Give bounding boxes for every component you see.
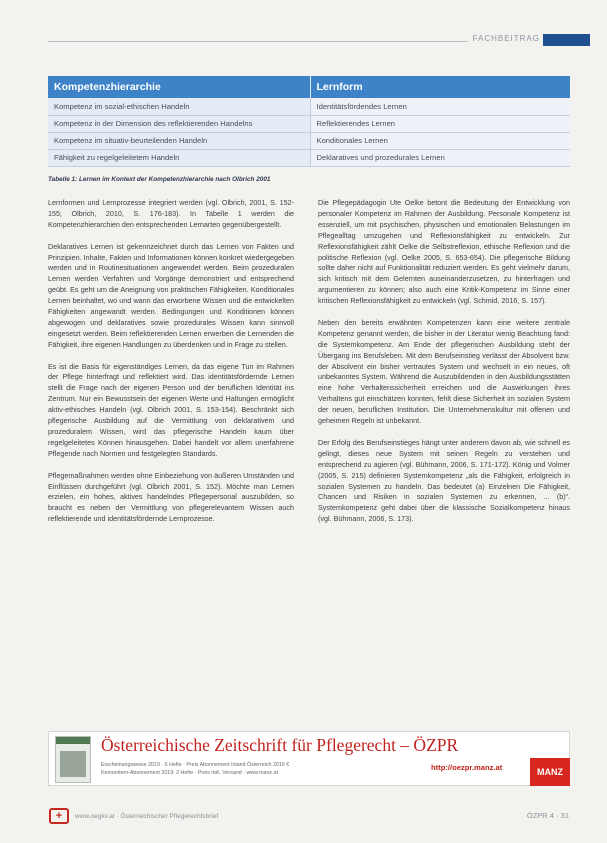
ad-url-link[interactable]: http://oezpr.manz.at — [431, 763, 503, 772]
table-cell: Deklaratives und prozedurales Lernen — [310, 149, 570, 166]
table-cell: Konditionales Lernen — [310, 132, 570, 149]
paragraph: Neben den bereits erwähnten Kompetenzen kann eine weitere zentrale Kompetenz genannt werden, die bisher in der Literatur wenig Beachtung fand: die Systemkompetenz. Am Ende der pflegerischen Ausbildung steht der Übergang ins Berufsleben. Mit dem Berufseinstieg verlässt der Absolvent bzw. der Absolvent ein bisher vertrautes System und wechselt in ein neues, oft unbekanntes System. Während die Auszubildenden in den Ausbildungsstätten eine hohe Verhaltenssicherheit erreichen und die Auswirkungen ihres Verhaltens gut einschätzen konnten, fehlt diese Sicherheit im sozialen System der neuen, beruflichen Institution. Die Unternehmenskultur mit offenen und geheimen Regeln ist unbekannt. — [318, 317, 570, 426]
table-cell: Kompetenz in der Dimension des reflektierenden Handelns — [48, 115, 310, 132]
paragraph: Deklaratives Lernen ist gekennzeichnet durch das Lernen von Fakten und Prinzipien. Inhalte, Fakten und Informationen können konkret wiedergegeben werden und in Routinesituationen angewendet werden. Beim prozeduralen Lernen werden Verfahren und Vorgänge demonstriert und entsprechend geübt. Es geht um die Aneignung von praktischen Fähigkeiten. Konditionales Lernen beinhaltet, wo und wann das erworbene Wissen und die entwickelten Fähigkeiten angewandt werden. Bedingungen und Konditionen können abgewogen und deklaratives sowie prozedurales Wissen kann sinnvoll eingesetzt werden. Beim reflektierenden Lernen erwerben die Lernenden die Fähigkeit, ihre eigenen Handlungen zu überdenken und in Frage zu stellen. — [48, 241, 294, 349]
right-text-column — [318, 198, 570, 536]
table-cell: Kompetenz im sozial-ethischen Handeln — [48, 98, 310, 115]
section-tab — [543, 34, 590, 46]
table-header-cell: Kompetenzhierarchie — [48, 76, 310, 98]
footer-logo-icon: + — [49, 808, 69, 824]
competency-table — [48, 76, 570, 167]
paragraph: Die Pflegepädagogin Ute Oelke betont die Bedeutung der Entwicklung von personaler Kompetenz im Rahmen der Ausbildung. Personale Kompetenz ist essenziell, um mit psychischen, physischen und emotionalen Belastungen im Pflegealltag umzugehen und Reflexionsfähigkeit zu entwickeln. Zur Reflexionsfähigkeit zählt Oelke die Selbstreflexion, ethische Reflexion und die politische Reflexion (vgl. Oelke 2005, S. 653-654). Die pflegerische Bildung sollte daher nicht auf Funktionalität reduziert werden. Es geht vielmehr darum, sich kritisch mit dem Gelernten auseinanderzusetzen, zu hinterfragen und argumentieren zu können; also auch eine Kritik-Kompetenz im Sinne einer kritischen Reflexionsfähigkeit zu entwickeln (vgl. Schmid, 2016, S. 157). — [318, 198, 570, 306]
table-cell: Identitätsfördendes Lernen — [310, 98, 570, 115]
paragraph: Es ist die Basis für eigenständiges Lernen, da das eigene Tun im Rahmen der Pflege hinterfragt und reflektiert wird. Das identitätsfördernde Lernen stellt die Frage nach der eigenen Person und der beruflichen Identität ins Zentrum. Nur ein Bewusstsein der eigenen Werte und Haltungen ermöglicht aktiv-ethisches Handeln (vgl. Olbrich 2001, S. 153-154). Beschränkt sich pflegerische Ausbildung auf die Vermittlung von deklarativem und prozeduralem Wissen, wird das pflegerische Handeln kaum über regelgeleitetes Können hinausgehen. Dabei handelt vor allem unerfahrene Pflegende nach Normen und festgelegten Standards. — [48, 361, 294, 458]
ad-info-line: Kennenlern-Abonnement 2019: 2 Hefte · Preis inkl. Versand · www.manz.at — [101, 770, 278, 776]
journal-cover-image — [55, 736, 91, 783]
ad-info-line: Erscheinungsweise 2019 · 6 Hefte · Preis Abonnement Inland Österreich 2019 € — [101, 762, 290, 768]
table-header-row — [48, 76, 570, 98]
table-cell: Fähigkeit zu regelgeleitetem Handeln — [48, 149, 310, 166]
table-row — [48, 132, 570, 149]
table-header-cell: Lernform — [310, 76, 570, 98]
page-number: ÖZPR 4 · 31 — [526, 811, 569, 820]
table-cell: Reflektierendes Lernen — [310, 115, 570, 132]
table-row — [48, 115, 570, 132]
table-row — [48, 149, 570, 166]
section-label: FACHBEITRAG — [472, 34, 540, 43]
left-text-column — [48, 198, 294, 536]
journal-advertisement[interactable] — [48, 731, 570, 786]
table-row — [48, 98, 570, 115]
paragraph: Lernformen und Lernprozesse integriert werden (vgl. Olbrich, 2001, S. 152-155; Olbrich, 2010, S. 176-183). In Tabelle 1 werden die Kompetenzhierarchien den entsprechenden Lernarten gegenübergestellt. — [48, 198, 294, 229]
header-rule — [48, 41, 468, 42]
paragraph: Pflegemaßnahmen werden ohne Einbeziehung von äußeren Umständen und Einflüssen durchgeführt (vgl. Olbrich 2001, S. 152). Möchte man Lernen erzielen, ein hohes, aktives handelndes Pflegepersonal auszubilden, so braucht es neben der Vermittlung von pflegerelevantem Wissen auch reflektierende und identitätsfördernde Lernprozesse. — [48, 470, 294, 524]
paragraph: Der Erfolg des Berufseinstieges hängt unter anderem davon ab, wie schnell es gelingt, dieses neue System mit seinen Regeln zu verstehen und entsprechend zu agieren (vgl. Bühmann, 2006, S. 171-172). König und Volmer (2005, S. 215) definieren Systemkompetenz „als die Fähigkeit, erfolgreich in sozialen Systemen zu handeln. Das bedeutet (a) Einzelnen Die Fähigkeit, Chancen und Risiken in sozialen Systemen zu erkennen, ... (b)“. Systemkompetenz geht dabei über die klassische Sozialkompetenz hinaus (vgl. Bühmann, 2006, S. 173). — [318, 437, 570, 524]
ad-title: Österreichische Zeitschrift für Pflegerecht – ÖZPR — [101, 735, 459, 755]
table-caption: Tabelle 1: Lernen im Kontext der Kompetenzhierarchie nach Olbrich 2001 — [48, 176, 271, 183]
footer-text: www.oegkv.at · Österreichischer Pflegerechtsbrief — [75, 813, 219, 820]
publisher-logo: MANZ — [530, 758, 570, 786]
table-cell: Kompetenz im situativ-beurteilenden Handeln — [48, 132, 310, 149]
